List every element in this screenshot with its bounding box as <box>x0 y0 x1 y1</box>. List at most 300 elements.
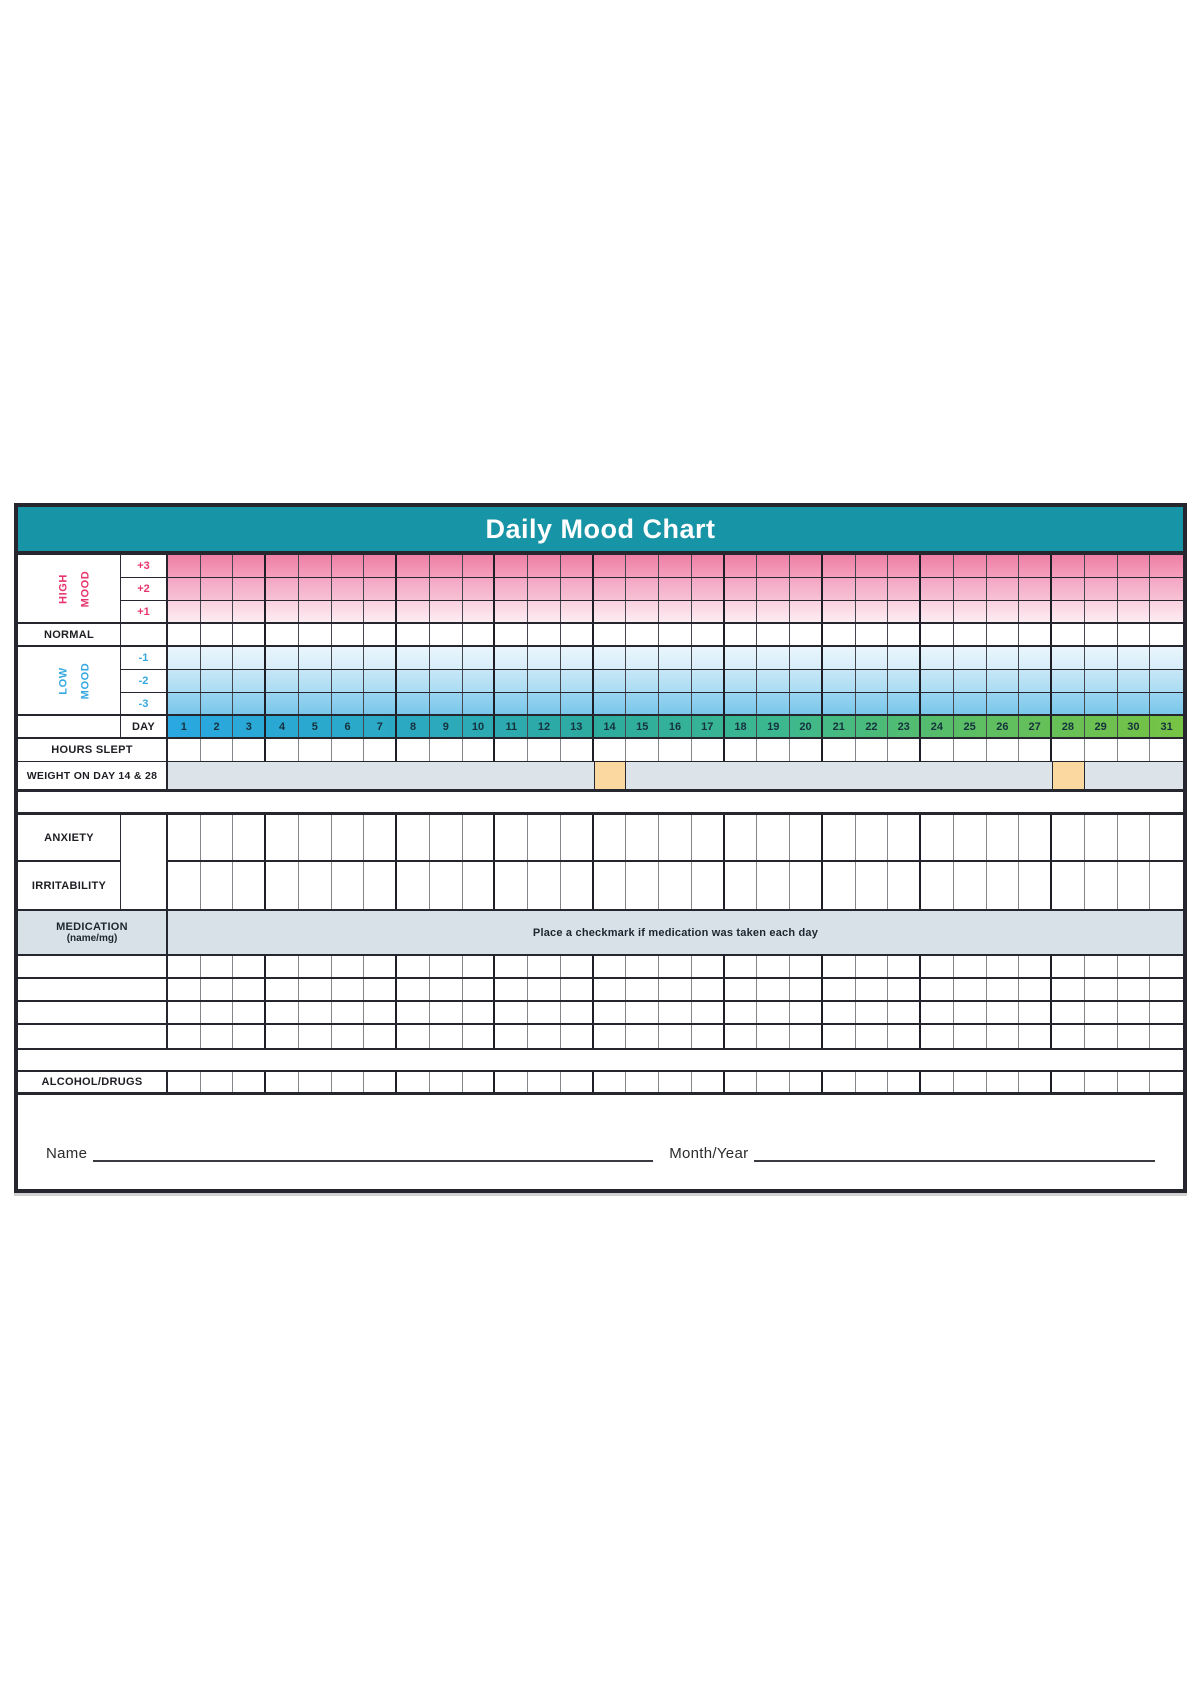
medication-cell <box>168 956 201 977</box>
anxiety-cell <box>1085 815 1118 860</box>
mood-grid <box>18 555 1183 792</box>
medication-cell <box>201 1025 234 1048</box>
mood-cell <box>987 670 1020 692</box>
mood-cell <box>299 670 332 692</box>
mood-cell <box>1052 578 1085 600</box>
mood-cell <box>201 555 234 577</box>
mood-cell <box>430 578 463 600</box>
alcohol-cell <box>332 1072 365 1092</box>
hours-slept-cell <box>659 739 692 761</box>
medication-cell <box>725 1002 758 1023</box>
hours-slept-cell <box>888 739 921 761</box>
mood-cell <box>823 578 856 600</box>
alcohol-cell <box>1118 1072 1151 1092</box>
day-number-30: 30 <box>1118 716 1151 737</box>
medication-cell <box>626 1002 659 1023</box>
alcohol-cell <box>168 1072 201 1092</box>
level-normal-empty <box>121 624 168 647</box>
hours-slept-cell <box>790 739 823 761</box>
mood-cell <box>954 647 987 669</box>
alcohol-cell <box>364 1072 397 1092</box>
alcohol-cell <box>823 1072 856 1092</box>
level-minus3: -3 <box>121 693 168 716</box>
medication-cell <box>692 1025 725 1048</box>
mood-cell <box>168 601 201 622</box>
medication-cell <box>463 1025 496 1048</box>
weight-label: WEIGHT ON DAY 14 & 28 <box>18 762 168 789</box>
mood-cell <box>397 601 430 622</box>
anxiety-cell <box>201 815 234 860</box>
mood-cell <box>790 555 823 577</box>
weight-strip-cell <box>987 762 1020 789</box>
mood-cell <box>364 624 397 645</box>
day-number-22: 22 <box>856 716 889 737</box>
mood-cell <box>233 578 266 600</box>
irritability-cell <box>823 862 856 909</box>
mood-cell <box>823 647 856 669</box>
mood-cell <box>364 578 397 600</box>
mood-cell <box>921 578 954 600</box>
mood-cell <box>561 555 594 577</box>
irritability-cell <box>1052 862 1085 909</box>
day-number-16: 16 <box>659 716 692 737</box>
mood-cell <box>987 647 1020 669</box>
mood-cell <box>233 624 266 645</box>
mood-cell <box>528 624 561 645</box>
mood-cell <box>233 555 266 577</box>
irritability-cell <box>528 862 561 909</box>
mood-cell <box>299 624 332 645</box>
mood-cell <box>626 601 659 622</box>
mood-cell <box>1085 693 1118 714</box>
mood-cell <box>692 670 725 692</box>
anxiety-cell <box>757 815 790 860</box>
hours-slept-cell <box>201 739 234 761</box>
mood-cell <box>823 670 856 692</box>
mood-cell <box>201 693 234 714</box>
medication-cell <box>1019 979 1052 1000</box>
medication-cell <box>987 979 1020 1000</box>
medication-cell <box>921 979 954 1000</box>
alcohol-drugs-row <box>18 1070 1183 1095</box>
mood-cell <box>856 601 889 622</box>
hours-slept-cell <box>1019 739 1052 761</box>
medication-cell <box>299 956 332 977</box>
mood-cell <box>1085 601 1118 622</box>
medication-cell <box>954 1002 987 1023</box>
anxiety-cell <box>168 815 201 860</box>
weight-strip-cell <box>1118 762 1151 789</box>
irritability-cell <box>495 862 528 909</box>
mood-cell <box>725 647 758 669</box>
mood-cell <box>561 624 594 645</box>
medication-cell <box>561 1002 594 1023</box>
mood-cell <box>725 555 758 577</box>
alcohol-cell <box>888 1072 921 1092</box>
weight-strip-cell <box>1019 762 1052 789</box>
mood-cell <box>1118 624 1151 645</box>
anxiety-row <box>168 815 1183 862</box>
mood-cell <box>528 578 561 600</box>
mood-cell <box>561 578 594 600</box>
medication-cell <box>201 1002 234 1023</box>
alcohol-drugs-label: ALCOHOL/DRUGS <box>18 1072 168 1092</box>
weight-strip-cell <box>659 762 692 789</box>
mood-cell <box>725 578 758 600</box>
medication-cell <box>823 1025 856 1048</box>
mood-cell <box>1118 601 1151 622</box>
medication-cell <box>1019 1025 1052 1048</box>
medication-cell <box>463 956 496 977</box>
mood-cell <box>790 624 823 645</box>
day-number-21: 21 <box>823 716 856 737</box>
mood-cell <box>1019 555 1052 577</box>
name-label: Name <box>46 1145 88 1162</box>
mood-cell <box>1085 578 1118 600</box>
anxiety-cell <box>594 815 627 860</box>
hours-slept-cell <box>1085 739 1118 761</box>
alcohol-cell <box>757 1072 790 1092</box>
irritability-cell <box>332 862 365 909</box>
mood-cell <box>397 624 430 645</box>
irritability-cell <box>659 862 692 909</box>
mood-cell <box>823 693 856 714</box>
mood-cell <box>692 578 725 600</box>
mood-cell <box>1150 670 1183 692</box>
medication-cell <box>888 1025 921 1048</box>
mood-cell <box>266 670 299 692</box>
medication-cell <box>528 1002 561 1023</box>
medication-cell <box>1118 956 1151 977</box>
mood-cell <box>921 555 954 577</box>
mood-cell <box>954 555 987 577</box>
medication-cell <box>1118 979 1151 1000</box>
mood-cell <box>823 601 856 622</box>
medication-cell <box>201 956 234 977</box>
mood-cell <box>168 555 201 577</box>
mood-cell <box>594 670 627 692</box>
day-number-11: 11 <box>495 716 528 737</box>
mood-cell <box>463 693 496 714</box>
mood-cell <box>921 693 954 714</box>
medication-cell <box>823 956 856 977</box>
alcohol-cell <box>463 1072 496 1092</box>
medication-cell <box>725 956 758 977</box>
alcohol-cell <box>1019 1072 1052 1092</box>
mood-cell <box>430 693 463 714</box>
mood-cell <box>1118 670 1151 692</box>
mood-cell <box>1052 647 1085 669</box>
mood-cell <box>987 624 1020 645</box>
mood-cell <box>332 624 365 645</box>
mood-cell <box>463 601 496 622</box>
medication-cell <box>364 1025 397 1048</box>
hours-slept-row <box>168 739 1183 762</box>
mood-cell <box>1150 578 1183 600</box>
anxiety-cell <box>659 815 692 860</box>
section-gap <box>18 1050 1183 1070</box>
level-plus2: +2 <box>121 578 168 601</box>
medication-cell <box>266 956 299 977</box>
medication-cell <box>626 1025 659 1048</box>
medication-cell <box>463 1002 496 1023</box>
mood-cell <box>987 578 1020 600</box>
medication-cell <box>725 1025 758 1048</box>
medication-cell <box>1052 1002 1085 1023</box>
medication-cell <box>594 1025 627 1048</box>
mood-cell <box>692 555 725 577</box>
alcohol-cell <box>626 1072 659 1092</box>
anxiety-cell <box>430 815 463 860</box>
mood-cell <box>1052 555 1085 577</box>
mood-cell <box>1019 578 1052 600</box>
medication-cell <box>1052 956 1085 977</box>
mood-cell <box>364 555 397 577</box>
mood-cell <box>1085 670 1118 692</box>
medication-cell <box>430 1025 463 1048</box>
mood-cell <box>626 624 659 645</box>
mood-cell <box>921 670 954 692</box>
mood-cell <box>168 647 201 669</box>
medication-cell <box>495 956 528 977</box>
hours-slept-cell <box>823 739 856 761</box>
alcohol-cell <box>1052 1072 1085 1092</box>
mood-cell <box>823 555 856 577</box>
irritability-cell <box>201 862 234 909</box>
mood-cell <box>692 601 725 622</box>
medication-day-cells <box>168 979 1183 1000</box>
mood-row-minus2 <box>168 670 1183 693</box>
mood-cell <box>397 578 430 600</box>
medication-cell <box>594 956 627 977</box>
irritability-cell <box>1118 862 1151 909</box>
medication-cell <box>987 1002 1020 1023</box>
medication-cell <box>201 979 234 1000</box>
hours-slept-cell <box>1150 739 1183 761</box>
mood-cell <box>528 647 561 669</box>
medication-cell <box>495 1002 528 1023</box>
medication-cell <box>430 956 463 977</box>
medication-cell <box>495 1025 528 1048</box>
high-mood-label: HIGH MOOD <box>57 570 91 607</box>
mood-cell <box>1150 601 1183 622</box>
mood-cell <box>495 555 528 577</box>
anxiety-cell <box>725 815 758 860</box>
day-number-2: 2 <box>201 716 234 737</box>
mood-cell <box>299 578 332 600</box>
normal-label-cell <box>18 624 121 647</box>
mood-cell <box>725 693 758 714</box>
mood-cell <box>987 693 1020 714</box>
hours-slept-cell <box>299 739 332 761</box>
weight-highlight-day-14 <box>594 762 627 789</box>
alcohol-cell <box>790 1072 823 1092</box>
hours-slept-cell <box>430 739 463 761</box>
alcohol-cell <box>528 1072 561 1092</box>
day-number-25: 25 <box>954 716 987 737</box>
mood-cell <box>790 578 823 600</box>
medication-cell <box>888 979 921 1000</box>
anxiety-cell <box>528 815 561 860</box>
mood-cell <box>888 555 921 577</box>
mood-row-minus1 <box>168 647 1183 670</box>
medication-cell <box>757 1025 790 1048</box>
anxiety-cell <box>626 815 659 860</box>
medication-cell <box>626 979 659 1000</box>
mood-cell <box>692 647 725 669</box>
mood-cell <box>495 601 528 622</box>
day-number-24: 24 <box>921 716 954 737</box>
weight-strip-cell <box>1150 762 1183 789</box>
medication-cell <box>299 1002 332 1023</box>
day-number-9: 9 <box>430 716 463 737</box>
mood-cell <box>1019 601 1052 622</box>
medication-cell <box>856 979 889 1000</box>
mood-cell <box>757 578 790 600</box>
mood-cell <box>561 670 594 692</box>
irritability-cell <box>594 862 627 909</box>
mood-cell <box>1118 647 1151 669</box>
day-number-31: 31 <box>1160 720 1173 733</box>
mood-cell <box>987 601 1020 622</box>
chart-title-bar <box>18 507 1183 555</box>
mood-cell <box>626 647 659 669</box>
mood-cell <box>495 578 528 600</box>
mood-cell <box>659 555 692 577</box>
day-number-17: 17 <box>692 716 725 737</box>
medication-cell <box>364 979 397 1000</box>
mood-cell <box>332 670 365 692</box>
irritability-cell <box>463 862 496 909</box>
irritability-cell <box>430 862 463 909</box>
mood-cell <box>921 601 954 622</box>
mood-cell <box>430 601 463 622</box>
mood-cell <box>463 624 496 645</box>
medication-cell <box>561 956 594 977</box>
weight-strip-cell <box>888 762 921 789</box>
irritability-cell <box>364 862 397 909</box>
anxiety-cell <box>364 815 397 860</box>
anxiety-cell <box>823 815 856 860</box>
hours-slept-cell <box>233 739 266 761</box>
level-minus2: -2 <box>121 670 168 693</box>
hours-slept-cell <box>987 739 1020 761</box>
day-number-12: 12 <box>528 716 561 737</box>
anxiety-cell <box>495 815 528 860</box>
mood-cell <box>233 647 266 669</box>
day-number-23: 23 <box>888 716 921 737</box>
weight-strip-cell <box>1085 762 1118 789</box>
mood-cell <box>987 555 1020 577</box>
mood-cell <box>397 693 430 714</box>
alcohol-cell <box>1150 1072 1183 1092</box>
medication-cell <box>266 1002 299 1023</box>
mood-cell <box>626 693 659 714</box>
level-minus1: -1 <box>121 647 168 670</box>
medication-cell <box>1085 1002 1118 1023</box>
medication-cell <box>397 1025 430 1048</box>
mood-cell <box>888 624 921 645</box>
weight-highlight-day-28 <box>1052 762 1085 789</box>
mood-cell <box>168 624 201 645</box>
day-number-15: 15 <box>626 716 659 737</box>
mood-cell <box>332 647 365 669</box>
irritability-cell <box>725 862 758 909</box>
mood-cell <box>888 647 921 669</box>
anxiety-cell <box>856 815 889 860</box>
irritability-cell <box>1150 862 1183 909</box>
medication-cell <box>823 979 856 1000</box>
hours-slept-cell <box>921 739 954 761</box>
medication-cell <box>790 979 823 1000</box>
irritability-row <box>168 862 1183 909</box>
medication-cell <box>954 979 987 1000</box>
anxiety-irritability-merged-cell <box>121 815 168 909</box>
alcohol-cell <box>987 1072 1020 1092</box>
medication-blank-row <box>18 979 1183 1002</box>
medication-name-cell <box>18 956 168 977</box>
mood-cell <box>201 624 234 645</box>
alcohol-cell <box>594 1072 627 1092</box>
mood-cell <box>725 624 758 645</box>
mood-cell <box>1052 670 1085 692</box>
medication-cell <box>233 1002 266 1023</box>
medication-cell <box>397 979 430 1000</box>
low-mood-label-cell <box>18 647 121 716</box>
medication-cell <box>266 979 299 1000</box>
weight-strip-cell <box>921 762 954 789</box>
anxiety-cell <box>692 815 725 860</box>
hours-slept-label: HOURS SLEPT <box>18 739 168 762</box>
mood-cell <box>626 555 659 577</box>
medication-cell <box>1019 956 1052 977</box>
medication-cell <box>430 979 463 1000</box>
medication-cell <box>659 956 692 977</box>
mood-cell <box>299 555 332 577</box>
mood-cell <box>725 670 758 692</box>
mood-cell <box>921 647 954 669</box>
irritability-cell <box>692 862 725 909</box>
weight-strip-cell <box>430 762 463 789</box>
medication-cell <box>987 956 1020 977</box>
mood-cell <box>659 693 692 714</box>
anxiety-cell <box>233 815 266 860</box>
mood-cell <box>954 578 987 600</box>
mood-cell <box>1118 693 1151 714</box>
mood-cell <box>659 670 692 692</box>
irritability-cell <box>1019 862 1052 909</box>
medication-cell <box>659 1002 692 1023</box>
irritability-cell <box>561 862 594 909</box>
mood-cell <box>233 693 266 714</box>
mood-cell <box>168 693 201 714</box>
mood-cell <box>1150 647 1183 669</box>
anxiety-cell <box>921 815 954 860</box>
mood-cell <box>332 693 365 714</box>
alcohol-cell <box>921 1072 954 1092</box>
mood-cell <box>495 647 528 669</box>
mood-cell <box>757 647 790 669</box>
medication-banner-text: Place a checkmark if medication was taken each day <box>168 911 1183 954</box>
medication-cell <box>168 1002 201 1023</box>
name-blank-line <box>93 1145 653 1162</box>
medication-cell <box>233 956 266 977</box>
irritability-cell <box>233 862 266 909</box>
irritability-cell <box>757 862 790 909</box>
mood-cell <box>1052 601 1085 622</box>
mood-cell <box>1052 693 1085 714</box>
mood-cell <box>1150 555 1183 577</box>
